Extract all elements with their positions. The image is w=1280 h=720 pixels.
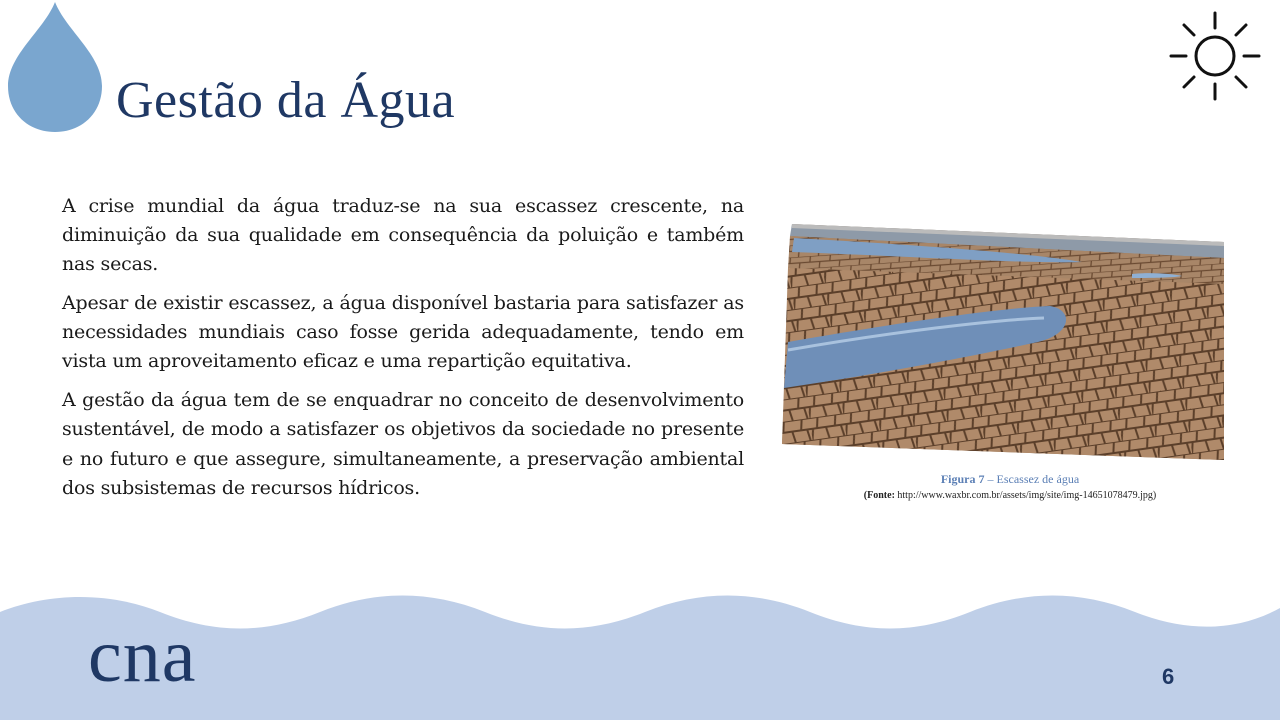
page-number: 6 (1162, 664, 1175, 689)
paragraph-1: A crise mundial da água traduz-se na sua escassez crescente, na diminuição da sua qualidade em consequência da poluição e também nas secas. (62, 195, 744, 276)
drought-photo (782, 222, 1226, 468)
sun-icon (1166, 8, 1264, 106)
figure-caption-title (780, 472, 1240, 487)
figure-source (780, 490, 1240, 501)
slide-title: Gestão da Água (116, 72, 456, 129)
figure-source-label: (Fonte: (863, 490, 895, 501)
figure-caption (780, 472, 1240, 501)
figure-source-url: http://www.waxbr.com.br/assets/img/site/img-14651078479.jpg) (894, 490, 1157, 501)
body-text (62, 192, 744, 513)
paragraph-2: Apesar de existir escassez, a água disponível bastaria para satisfazer as necessidades mundiais caso fosse gerida adequadamente, tendo em vista um aproveitamento eficaz e uma repartição equitativa. (62, 292, 744, 373)
water-drop-icon (4, 0, 106, 134)
figure-label: Figura 7 (940, 472, 985, 486)
paragraph-3: A gestão da água tem de se enquadrar no conceito de desenvolvimento sustentável, de modo a satisfazer os objetivos da sociedade no presente e no futuro e que assegure, simultaneamente, a preservação ambiental dos subsistemas de recursos hídricos. (62, 389, 744, 499)
cna-logo: cna (88, 614, 197, 698)
figure-separator: – (984, 472, 997, 486)
figure-title: Escassez de água (996, 472, 1080, 486)
